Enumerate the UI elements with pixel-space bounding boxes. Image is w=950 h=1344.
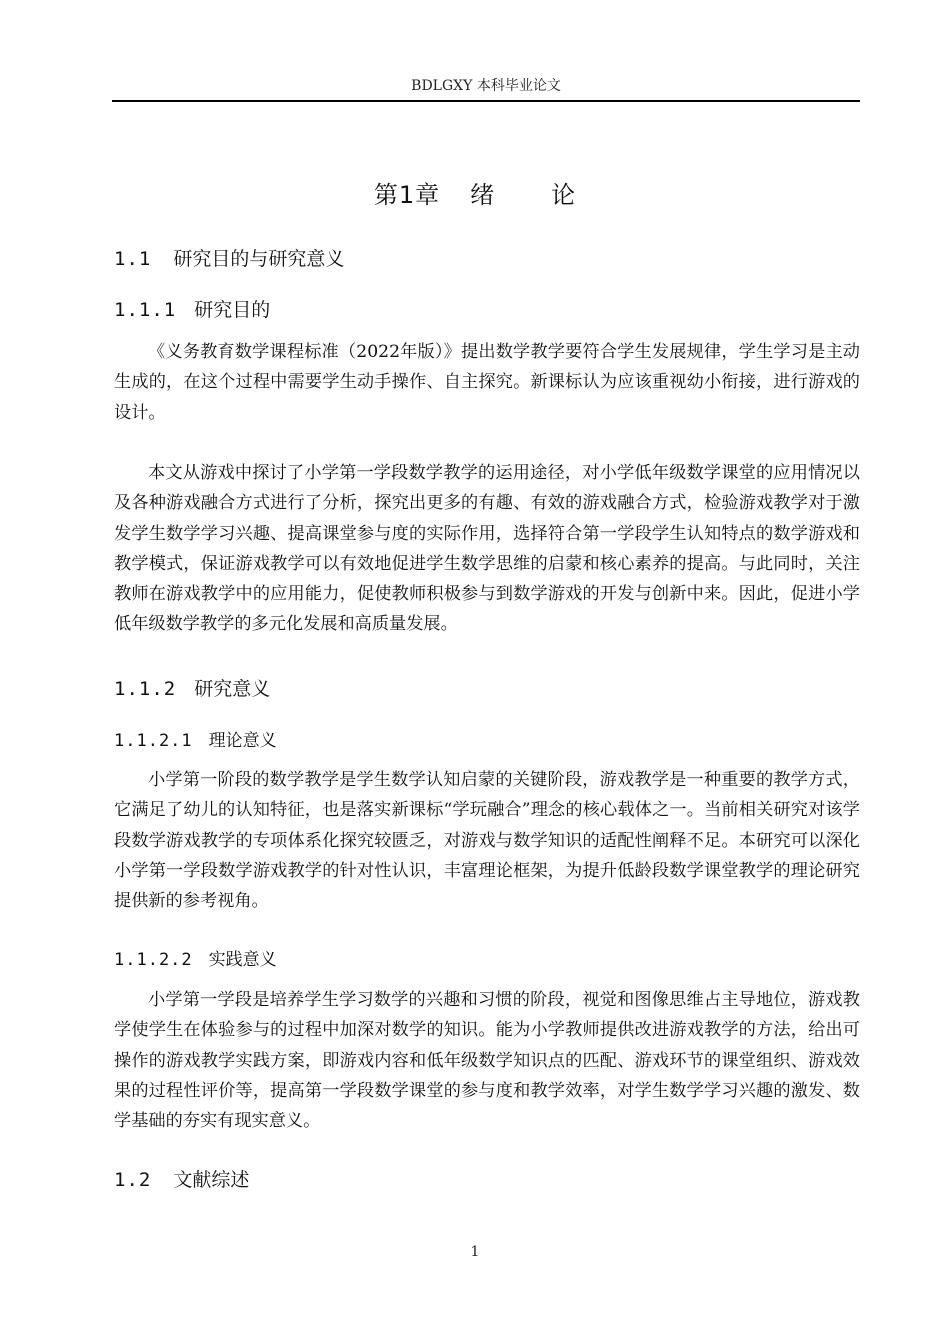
section-number: 1.1.2.1 [114, 731, 193, 751]
section-number: 1.1.2.2 [114, 950, 193, 970]
page-number: 1 [470, 1244, 480, 1260]
section-title: 研究意义 [194, 678, 271, 700]
chapter-title [0, 178, 950, 212]
chapter-word-1: 绪 [470, 181, 496, 209]
section-number: 1.1 [114, 248, 152, 270]
section-heading-1-2 [114, 1165, 249, 1195]
section-number: 1.1.2 [114, 678, 177, 700]
header-title: BDLGXY 本科毕业论文 [411, 78, 561, 94]
section-heading-1-1-2-1 [114, 727, 277, 755]
section-title: 研究目的与研究意义 [173, 248, 345, 270]
section-number: 1.1.1 [114, 299, 177, 321]
section-title: 实践意义 [208, 950, 277, 970]
paragraph-purpose-1: 《义务教育数学课程标准（2022年版）》提出数学教学要符合学生发展规律，学生学习是主动生成的，在这个过程中需要学生动手操作、自主探究。新课标认为应该重视幼小衔接，进行游戏的设计。 [114, 342, 860, 423]
section-heading-1-1-1 [114, 295, 270, 325]
section-heading-1-1-2-2 [114, 946, 277, 974]
section-heading-1-1-2 [114, 674, 270, 704]
section-title: 文献综述 [173, 1169, 250, 1191]
chapter-label: 第1章 [373, 181, 441, 209]
section-title: 理论意义 [208, 731, 277, 751]
paragraph-theory: 小学第一阶段的数学教学是学生数学认知启蒙的关键阶段，游戏教学是一种重要的教学方式，它满足了幼儿的认知特征，也是落实新课标“学玩融合”理念的核心载体之一。当前相关研究对该学段数学游戏教学的专项体系化探究较匮乏，对游戏与数学知识的适配性阐释不足。本研究可以深化小学第一学段数学游戏教学的针对性认识，丰富理论框架，为提升低龄段数学课堂教学的理论研究提供新的参考视角。 [114, 770, 860, 912]
section-heading-1-1 [114, 244, 344, 274]
section-number: 1.2 [114, 1169, 152, 1191]
paragraph-purpose-2: 本文从游戏中探讨了小学第一学段数学教学的运用途径，对小学低年级数学课堂的应用情况以及各种游戏融合方式进行了分析，探究出更多的有趣、有效的游戏融合方式，检验游戏教学对于激发学生数学学习兴趣、提高课堂参与度的实际作用，选择符合第一学段学生认知特点的数学游戏和教学模式，保证游戏教学可以有效地促进学生数学思维的启蒙和核心素养的提高。与此同时，关注教师在游戏教学中的应用能力，促使教师积极参与到数学游戏的开发与创新中来。因此，促进小学低年级数学教学的多元化发展和高质量发展。 [114, 463, 860, 635]
page-header [112, 72, 860, 102]
section-title: 研究目的 [194, 299, 271, 321]
chapter-word-2: 论 [551, 181, 577, 209]
paragraph-practice: 小学第一学段是培养学生学习数学的兴趣和习惯的阶段，视觉和图像思维占主导地位，游戏教学使学生在体验参与的过程中加深对数学的知识。能为小学教师提供改进游戏教学的方法，给出可操作的游戏教学实践方案，即游戏内容和低年级数学知识点的匹配、游戏环节的课堂组织、游戏效果的过程性评价等，提高第一学段数学课堂的参与度和教学效率，对学生数学学习兴趣的激发、数学基础的夯实有现实意义。 [114, 990, 860, 1132]
